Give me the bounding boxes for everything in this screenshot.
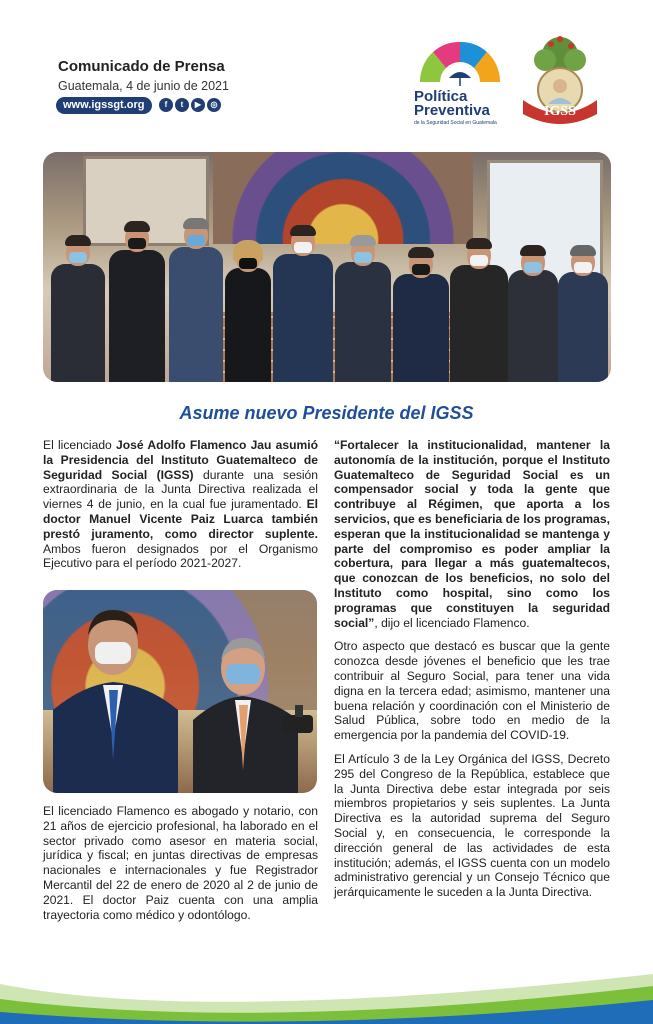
politica-preventiva-logo [408, 30, 513, 130]
politica-wordmark-line2: Preventiva [414, 102, 490, 119]
facebook-icon[interactable]: f [159, 98, 173, 112]
right-column [334, 438, 610, 909]
law-paragraph: El Artículo 3 de la Ley Orgánica del IGSS, Decreto 295 del Congreso de la República, establece que la Junta Directiva debe estar integrada por seis miembros propietarios y seis suplentes. La Junta Directiva es la autoridad suprema del Seguro Social y, en consecuencia, le corresponde la dirección general de las actividades de esta institución; además, el IGSS cuenta con un modelo administrativo gerencial y un Consejo Técnico que jerárquicamente le suceden a la Junta Directiva. [334, 751, 610, 900]
igss-logo [515, 30, 605, 128]
group-photo [43, 152, 611, 382]
intro-text-d: El doctor Manuel Vicente Paiz Luarca también prestó juramento, como director suplente. [43, 497, 318, 541]
bio-paragraph: El licenciado Flamenco es abogado y notario, con 21 años de ejercicio profesional, ha laborado en el sector privado como asesor en materia social, jurídica y fiscal; en juntas directivas de empresas nacionales e internacionales y fue Registrador Mercantil del 22 de enero de 2020 al 2 de junio de 2021. El doctor Paiz cuenta con una amplia trayectoria como médico y odontólogo. [43, 804, 318, 922]
intro-paragraph [43, 438, 318, 571]
footer-wave [0, 954, 653, 1024]
document-title: Comunicado de Prensa [58, 58, 225, 75]
politica-tagline: de la Seguridad Social en Guatemala [414, 120, 497, 126]
two-officials-photo [43, 590, 317, 793]
left-column-bottom [43, 804, 318, 931]
left-column-top [43, 438, 318, 580]
intro-text-e: Ambos fueron designados por el Organismo Ejecutivo para el período 2021-2027. [43, 541, 318, 571]
instagram-icon[interactable]: ◎ [207, 98, 221, 112]
politica-wordmark-line1: Política [414, 88, 468, 105]
quote-paragraph [334, 438, 610, 630]
igss-wordmark: IGSS [544, 104, 576, 119]
twitter-icon[interactable]: t [175, 98, 189, 112]
intro-text-b: José Adolfo Flamenco Jau asumió la Presidencia del Instituto Guatemalteco de Seguridad Social (IGSS) [43, 438, 318, 482]
youth-paragraph: Otro aspecto que destacó es buscar que la gente conozca desde jóvenes el beneficio que les trae contribuir al Seguro Social, para tener una vida digna en la tercera edad; asimismo, mantener una buena relación y coordinación con el Ministerio de Salud Pública, sobre todo en medio de la emergencia por la pandemia del COVID-19. [334, 639, 610, 743]
quote-attribution: , dijo el licenciado Flamenco. [374, 615, 530, 630]
quote-text: “Fortalecer la institucionalidad, mantener la autonomía de la institución, porque el Instituto Guatemalteco de Seguridad Social es un compensador social y toda la gente que contribuye al Régimen, que aporta a los servicios, que es beneficiaria de los programas, esperan que la institucionalidad se mantenga y parte del compromiso es poder ampliar la cobertura, para llegar a más guatemaltecos, que conozcan de los beneficios, no solo del Instituto como hospital, sino como los programas que constituyen la seguridad social” [334, 438, 610, 630]
website-link[interactable]: www.igssgt.org [56, 97, 152, 114]
article-headline: Asume nuevo Presidente del IGSS [179, 403, 474, 423]
document-date: Guatemala, 4 de junio de 2021 [58, 79, 229, 93]
intro-text-c: durante una sesión extraordinaria de la Junta Directiva realizada el viernes 4 de junio, en la cual fue juramentado. [43, 467, 319, 512]
intro-text-a: El licenciado [43, 438, 117, 452]
youtube-icon[interactable]: ▶ [191, 98, 205, 112]
